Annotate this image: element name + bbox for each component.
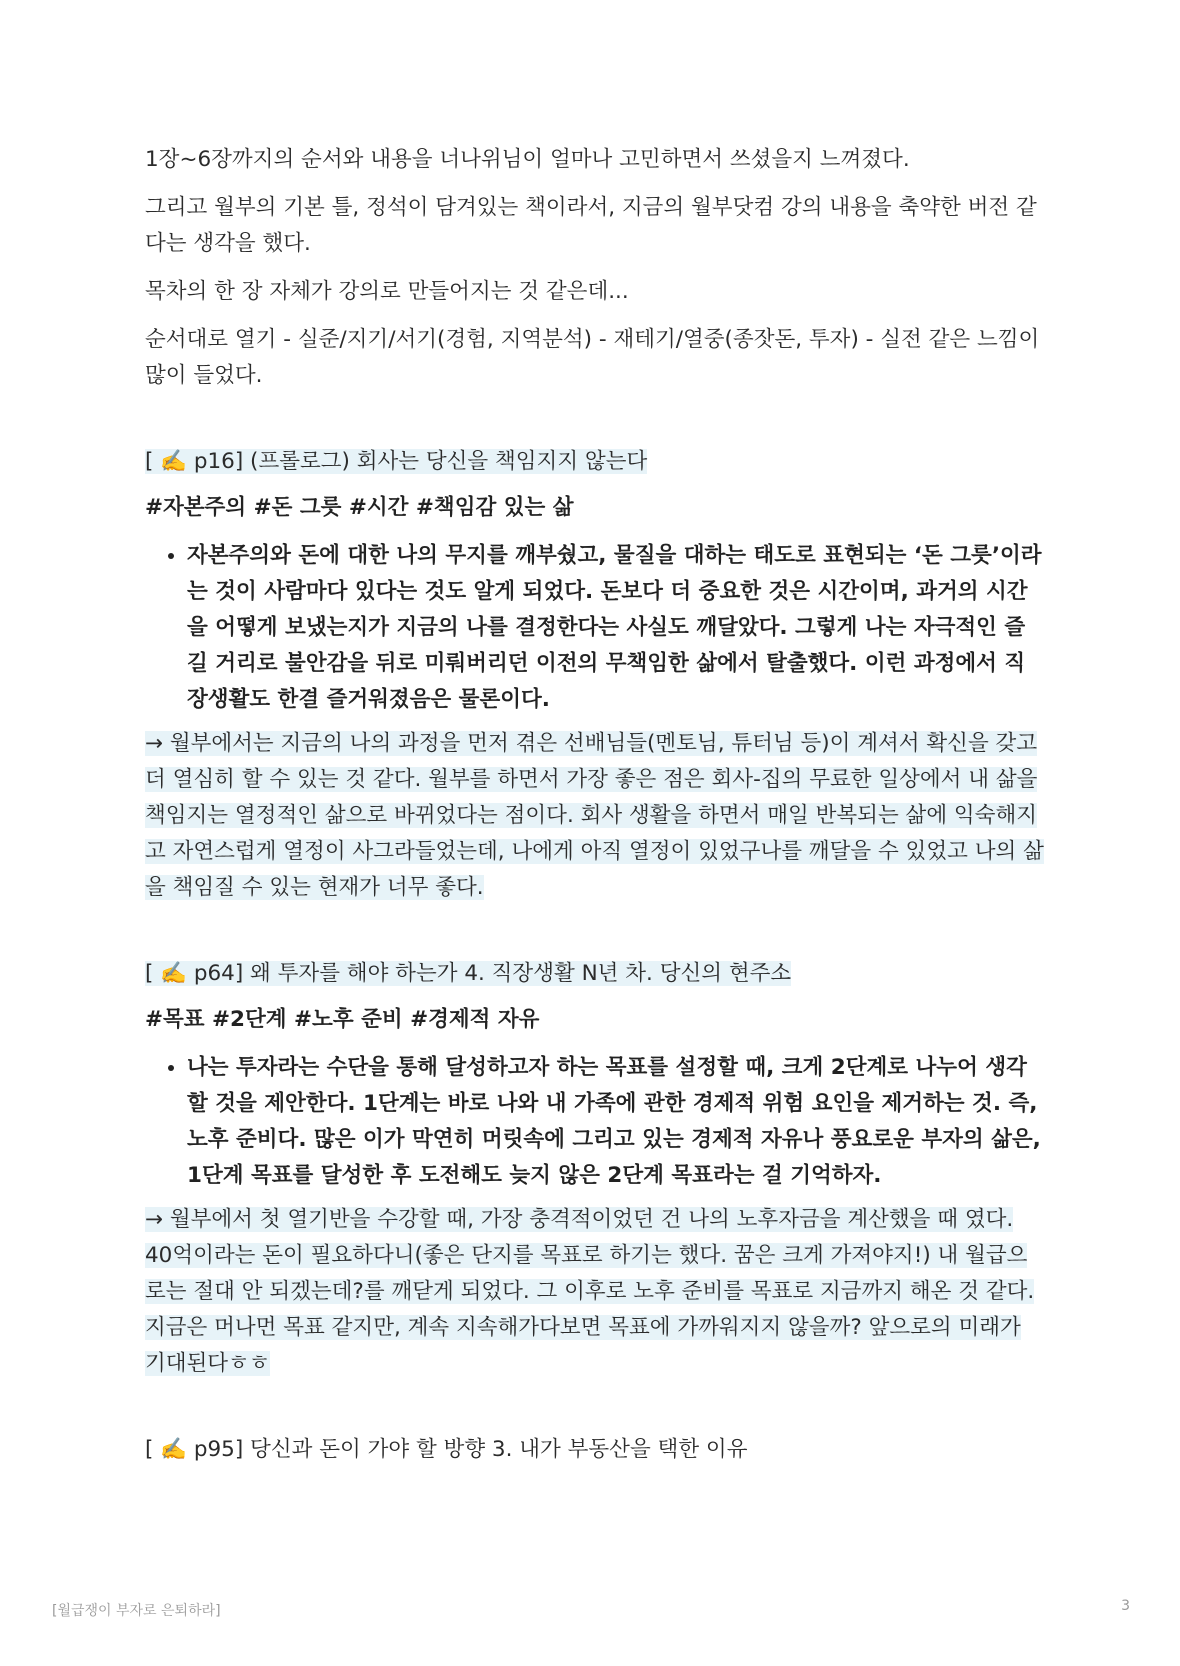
book-quote: • 자본주의와 돈에 대한 나의 무지를 깨부쉈고, 물질을 대하는 태도로 표현되는 ‘돈 그릇’이라는 것이 사람마다 있다는 것도 알게 되었다. 돈보다 더 중요한 것은 시간이며, 과거의 시간을 어떻게 보냈는지가 지금의 나를 결정한다는 사실도 깨달았다. 그렇게 나는 자극적인 즐길 거리로 불안감을 뒤로 미뤄버리던 이전의 무책임한 삶에서 탈출했다. 이런 과정에서 직장생활도 한결 즐거워졌음은 물론이다.	[187, 538, 1045, 718]
reflection-paragraph	[145, 726, 1045, 906]
quote-list	[145, 538, 1045, 718]
reflection-paragraph	[145, 1202, 1045, 1382]
intro-paragraph: 순서대로 열기 - 실준/지기/서기(경험, 지역분석) - 재테기/열중(종잣돈, 투자) - 실전 같은 느낌이 많이 들었다.	[145, 327, 1040, 388]
intro-paragraph: 목차의 한 장 자체가 강의로 만들어지는 것 같은데...	[145, 279, 629, 304]
section-heading-p16	[145, 444, 1045, 480]
section-tags: #목표 #2단계 #노후 준비 #경제적 자유	[145, 1007, 540, 1032]
section-heading-text: [ ✍️ p16] (프롤로그) 회사는 당신을 책임지지 않는다	[145, 449, 648, 474]
section-tags: #자본주의 #돈 그릇 #시간 #책임감 있는 삶	[145, 495, 574, 520]
section-heading-text: [ ✍️ p64] 왜 투자를 해야 하는가 4. 직장생활 N년 차. 당신의 현주소	[145, 961, 792, 986]
reflection-text: → 월부에서는 지금의 나의 과정을 먼저 겪은 선배님들(멘토님, 튜터님 등)이 계셔서 확신을 갖고 더 열심히 할 수 있는 것 같다. 월부를 하면서 가장 좋은 점은 회사-집의 무료한 일상에서 내 삶을 책임지는 열정적인 삶으로 바뀌었다는 점이다. 회사 생활을 하면서 매일 반복되는 삶에 익숙해지고 자연스럽게 열정이 사그라들었는데, 나에게 아직 열정이 있었구나를 깨달을 수 있었고 나의 삶을 책임질 수 있는 현재가 너무 좋다.	[145, 731, 1044, 900]
quote-list	[145, 1050, 1045, 1194]
footer-book-title: [월급쟁이 부자로 은퇴하라]	[52, 1603, 221, 1619]
intro-paragraph: 1장~6장까지의 순서와 내용을 너나위님이 얼마나 고민하면서 쓰셨을지 느껴졌다.	[145, 147, 910, 172]
section-heading-p64	[145, 956, 1045, 992]
section-heading-p95: [ ✍️ p95] 당신과 돈이 가야 할 방향 3. 내가 부동산을 택한 이유	[145, 1437, 748, 1462]
footer-page-number: 3	[1121, 1598, 1130, 1614]
page-content	[145, 142, 1045, 1478]
reflection-text: → 월부에서 첫 열기반을 수강할 때, 가장 충격적이었던 건 나의 노후자금을 계산했을 때 였다. 40억이라는 돈이 필요하다니(좋은 단지를 목표로 하기는 했다. 꿈은 크게 가져야지!) 내 월급으로는 절대 안 되겠는데?를 깨닫게 되었다. 그 이후로 노후 준비를 목표로 지금까지 해온 것 같다. 지금은 머나먼 목표 같지만, 계속 지속해가다보면 목표에 가까워지지 않을까? 앞으로의 미래가 기대된다ㅎㅎ	[145, 1207, 1035, 1376]
book-quote: • 나는 투자라는 수단을 통해 달성하고자 하는 목표를 설정할 때, 크게 2단계로 나누어 생각할 것을 제안한다. 1단계는 바로 나와 내 가족에 관한 경제적 위험 요인을 제거하는 것. 즉, 노후 준비다. 많은 이가 막연히 머릿속에 그리고 있는 경제적 자유나 풍요로운 부자의 삶은, 1단계 목표를 달성한 후 도전해도 늦지 않은 2단계 목표라는 걸 기억하자.	[187, 1050, 1045, 1194]
intro-paragraph: 그리고 월부의 기본 틀, 정석이 담겨있는 책이라서, 지금의 월부닷컴 강의 내용을 축약한 버전 같다는 생각을 했다.	[145, 195, 1037, 256]
